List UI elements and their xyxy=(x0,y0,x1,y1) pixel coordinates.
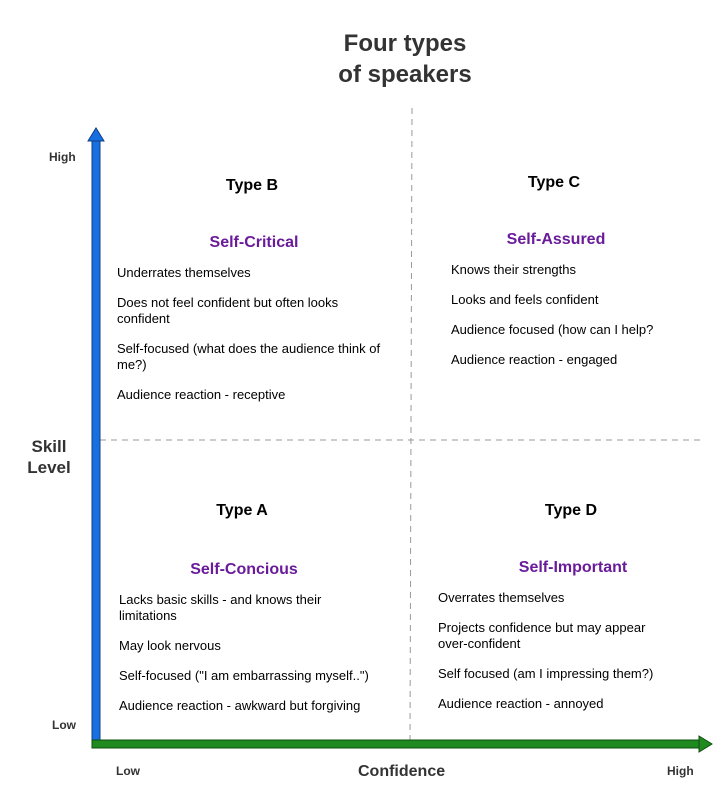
y-axis-label-line-2: Level xyxy=(27,458,71,477)
vertical-divider xyxy=(410,108,412,740)
quadrant-b-type: Type B xyxy=(225,177,279,194)
list-item: Audience reaction - engaged xyxy=(451,352,618,367)
quadrant-c-list xyxy=(451,262,711,382)
diagram-title xyxy=(0,28,727,90)
list-item: Does not feel confident but often looks confident xyxy=(117,295,339,326)
list-item: Self-focused ("I am embarrassing myself..") xyxy=(119,668,369,683)
list-item: Looks and feels confident xyxy=(451,292,599,307)
quadrant-d-name: Self-Important xyxy=(518,559,628,576)
list-item: Self focused (am I impressing them?) xyxy=(438,666,654,681)
y-axis-low-label: Low xyxy=(52,718,76,732)
list-item: Underrates themselves xyxy=(117,265,251,280)
quadrant-b-name: Self-Critical xyxy=(209,234,299,251)
list-item: Audience reaction - receptive xyxy=(117,387,286,402)
quadrant-c-type: Type C xyxy=(527,174,581,191)
y-axis-label-line-1: Skill xyxy=(31,437,67,456)
y-axis-arrow xyxy=(88,128,104,745)
title-line-1: Four types xyxy=(343,30,467,57)
x-axis-label: Confidence xyxy=(358,763,446,780)
quadrant-c-name: Self-Assured xyxy=(506,231,606,248)
list-item: Audience reaction - annoyed xyxy=(438,696,604,711)
quadrant-b-list xyxy=(117,265,392,417)
title-line-2: of speakers xyxy=(338,61,472,88)
list-item: May look nervous xyxy=(119,638,221,653)
quadrant-a-list xyxy=(119,592,374,728)
list-item: Overrates themselves xyxy=(438,590,565,605)
x-axis-arrow xyxy=(92,736,712,752)
list-item: Self-focused (what does the audience think of me?) xyxy=(117,341,381,372)
list-item: Knows their strengths xyxy=(451,262,577,277)
list-item: Lacks basic skills - and knows their limitations xyxy=(119,592,322,623)
x-axis-low-label: Low xyxy=(116,764,140,778)
quadrant-a-name: Self-Concious xyxy=(190,561,298,578)
list-item: Audience focused (how can I help? xyxy=(451,322,654,337)
list-item: Projects confidence but may appear over-confident xyxy=(438,620,646,651)
y-axis-label xyxy=(14,436,84,478)
quadrant-d-list xyxy=(438,590,673,726)
y-axis-high-label: High xyxy=(49,150,76,164)
quadrant-d-type: Type D xyxy=(544,502,598,519)
quadrant-a-type: Type A xyxy=(216,502,268,519)
list-item: Audience reaction - awkward but forgiving xyxy=(119,698,361,713)
x-axis-high-label: High xyxy=(667,764,694,778)
